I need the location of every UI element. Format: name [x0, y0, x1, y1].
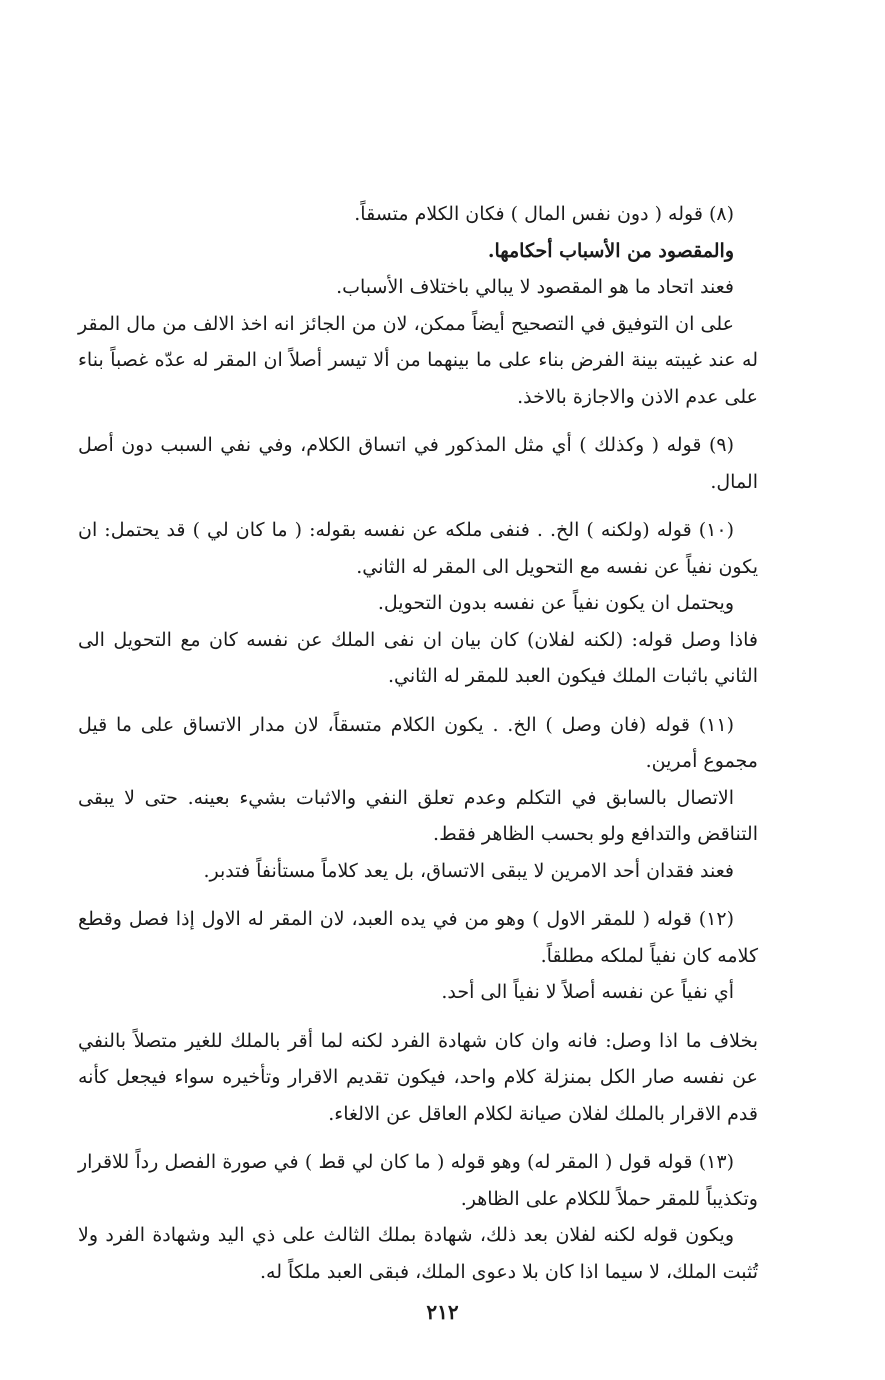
note-11-continuation: فعند فقدان أحد الامرين لا يبقى الاتساق، بل يعد كلاماً مستأنفاً فتدبر.	[203, 859, 734, 882]
note-13-continuation: ويكون قوله لكنه لفلان بعد ذلك، شهادة بملك الثالث على ذي اليد وشهادة الفرد ولا تُثبت الملك، لا سيما اذا كان بلا دعوى الملك، فبقى العبد ملكاً له.	[78, 1224, 758, 1283]
note-12-line: أي نفياً عن نفسه أصلاً لا نفياً الى أحد.	[441, 981, 734, 1003]
note-12-continuation: بخلاف ما اذا وصل: فانه وان كان شهادة الفرد لكنه لما أقر بالملك للغير متصلاً بالنفي عن نفسه صار الكل بمنزلة كلام واحد، فيكون تقديم الاقرار وتأخيره سواء فيجعل كأنه قدم الاقرار بالملك لفلان صيانة لكلام العاقل عن الالغاء.	[78, 1029, 758, 1125]
note-8-continuation: على ان التوفيق في التصحيح أيضاً ممكن، لان من الجائز انه اخذ الالف من مال المقر له عند غيبته بينة الفرض بناء على ما بينهما من ألا تيسر أصلاً ان المقر له عدّه غصباً بناء على عدم الاذن والاجازة بالاخذ.	[78, 312, 758, 408]
note-9-paragraph: (٩) قوله ( وكذلك ) أي مثل المذكور في اتساق الكلام، وفي نفي السبب دون أصل المال.	[78, 434, 758, 493]
note-11-line: الاتصال بالسابق في التكلم وعدم تعلق النفي والاثبات بشيء بعينه. حتى لا يبقى التناقض والتدافع ولو بحسب الظاهر فقط.	[78, 786, 758, 845]
note-11-paragraph: (١١) قوله (فان وصل ) الخ. . يكون الكلام متسقاً، لان مدار الاتساق على ما قيل مجموع أمرين.	[78, 713, 758, 772]
note-13-paragraph: (١٣) قوله قول ( المقر له) وهو قوله ( ما كان لي قط ) في صورة الفصل رداً للاقرار وتكذيباً للمقر حملاً للكلام على الظاهر.	[78, 1151, 758, 1210]
note-8-line: فعند اتحاد ما هو المقصود لا يبالي باختلاف الأسباب.	[336, 276, 734, 298]
note-10-continuation: فاذا وصل قوله: (لكنه لفلان) كان بيان ان نفى الملك عن نفسه كان مع التحويل الى الثاني باثبات الملك فيكون العبد للمقر له الثاني.	[78, 628, 758, 687]
note-10-paragraph: (١٠) قوله (ولكنه ) الخ. . فنفى ملكه عن نفسه بقوله: ( ما كان لي ) قد يحتمل: ان يكون نفياً عن نفسه مع التحويل الى المقر له الثاني.	[78, 519, 758, 578]
note-12-paragraph: (١٢) قوله ( للمقر الاول ) وهو من في يده العبد، لان المقر له الاول إذا فصل وقطع كلامه كان نفياً لملكه مطلقاً.	[78, 908, 758, 967]
note-10-line: ويحتمل ان يكون نفياً عن نفسه بدون التحويل.	[377, 592, 734, 614]
note-8-heading-line: والمقصود من الأسباب أحكامها.	[487, 239, 734, 262]
page-number: ٢١٢	[426, 1300, 459, 1324]
note-8-paragraph: (٨) قوله ( دون نفس المال ) فكان الكلام متسقاً.	[354, 203, 734, 225]
body-text	[78, 196, 758, 1290]
